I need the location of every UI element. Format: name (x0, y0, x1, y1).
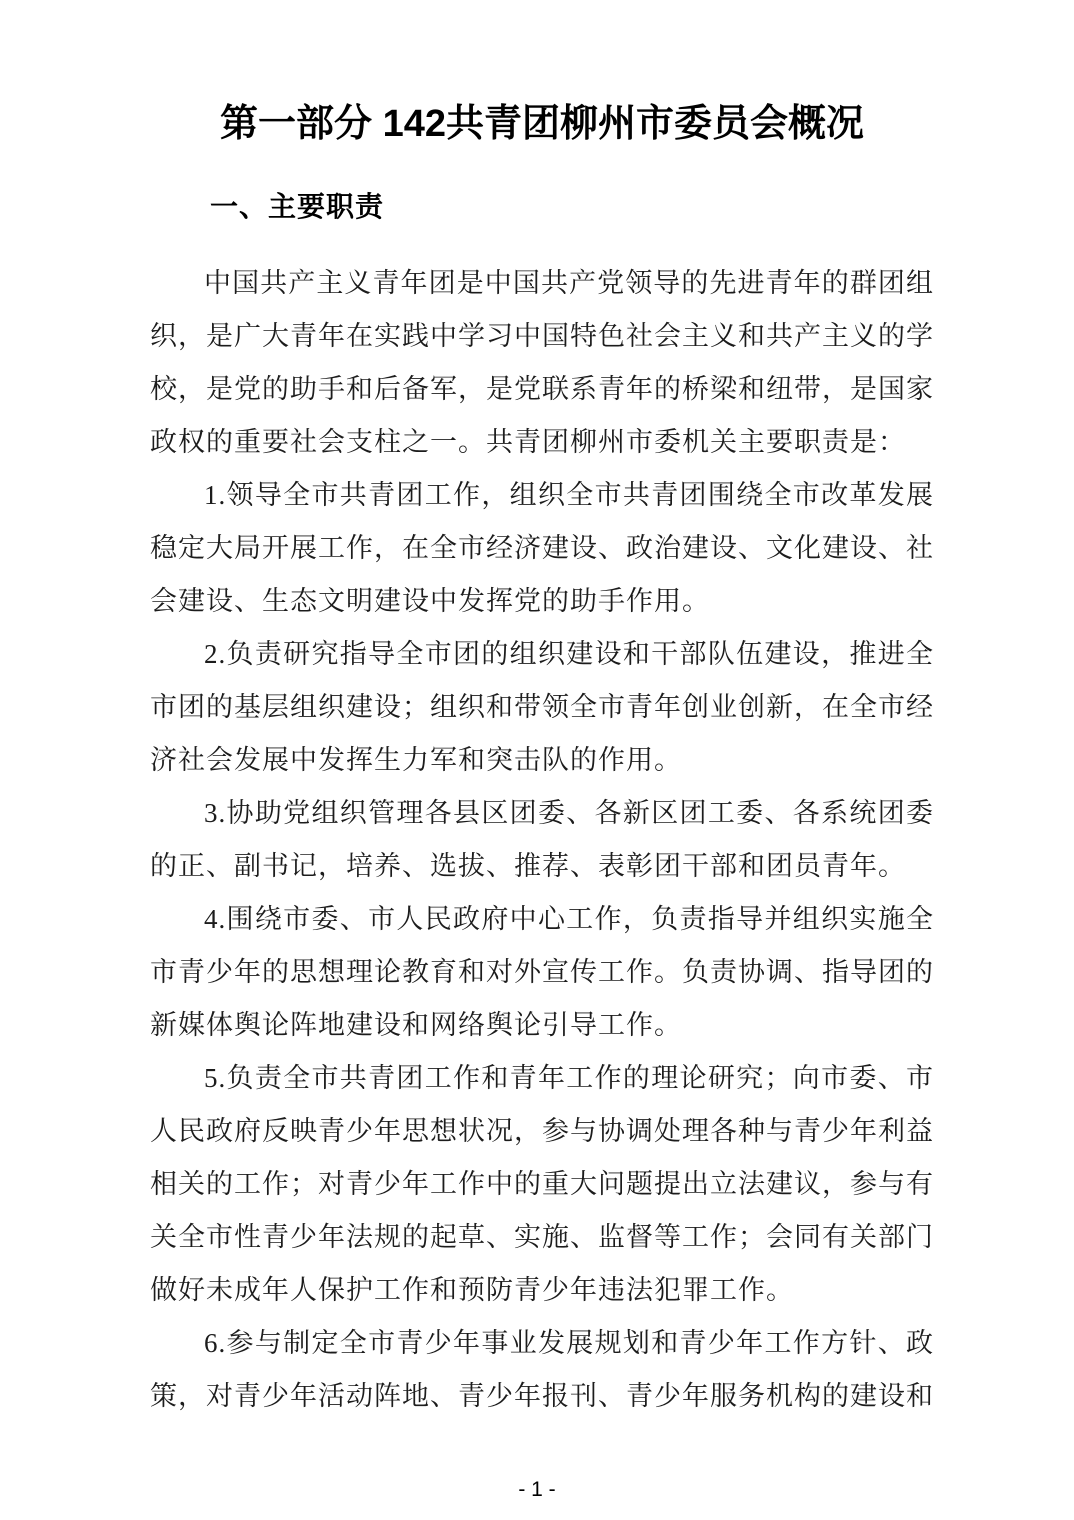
paragraph-item-2: 2.负责研究指导全市团的组织建设和干部队伍建设，推进全市团的基层组织建设；组织和带领全市青年创业创新，在全市经济社会发展中发挥生力军和突击队的作用。 (150, 639, 934, 776)
paragraph-item-5: 5.负责全市共青团工作和青年工作的理论研究；向市委、市人民政府反映青少年思想状况，参与协调处理各种与青少年利益相关的工作；对青少年工作中的重大问题提出立法建议，参与有关全市性青少年法规的起草、实施、监督等工作；会同有关部门做好未成年人保护工作和预防青少年违法犯罪工作。 (150, 1063, 934, 1306)
section-heading: 一、主要职责 (210, 190, 385, 222)
paragraph-item-6: 6.参与制定全市青少年事业发展规划和青少年工作方针、政策，对青少年活动阵地、青少年报刊、青少年服务机构的建设和 (150, 1328, 934, 1412)
document-content (0, 102, 1074, 1423)
document-title: 第一部分 142共青团柳州市委员会概况 (220, 103, 864, 145)
paragraph-item-1: 1.领导全市共青团工作，组织全市共青团围绕全市改革发展稳定大局开展工作，在全市经济建设、政治建设、文化建设、社会建设、生态文明建设中发挥党的助手作用。 (150, 480, 934, 617)
paragraph-intro: 中国共产主义青年团是中国共产党领导的先进青年的群团组织，是广大青年在实践中学习中国特色社会主义和共产主义的学校，是党的助手和后备军，是党联系青年的桥梁和纽带，是国家政权的重要社会支柱之一。共青团柳州市委机关主要职责是： (150, 268, 934, 458)
paragraph-item-4: 4.围绕市委、市人民政府中心工作，负责指导并组织实施全市青少年的思想理论教育和对外宣传工作。负责协调、指导团的新媒体舆论阵地建设和网络舆论引导工作。 (150, 904, 934, 1041)
document-body (150, 257, 934, 1423)
paragraph-item-3: 3.协助党组织管理各县区团委、各新区团工委、各系统团委的正、副书记，培养、选拔、推荐、表彰团干部和团员青年。 (150, 798, 934, 882)
page-number: - 1 - (518, 1478, 556, 1501)
